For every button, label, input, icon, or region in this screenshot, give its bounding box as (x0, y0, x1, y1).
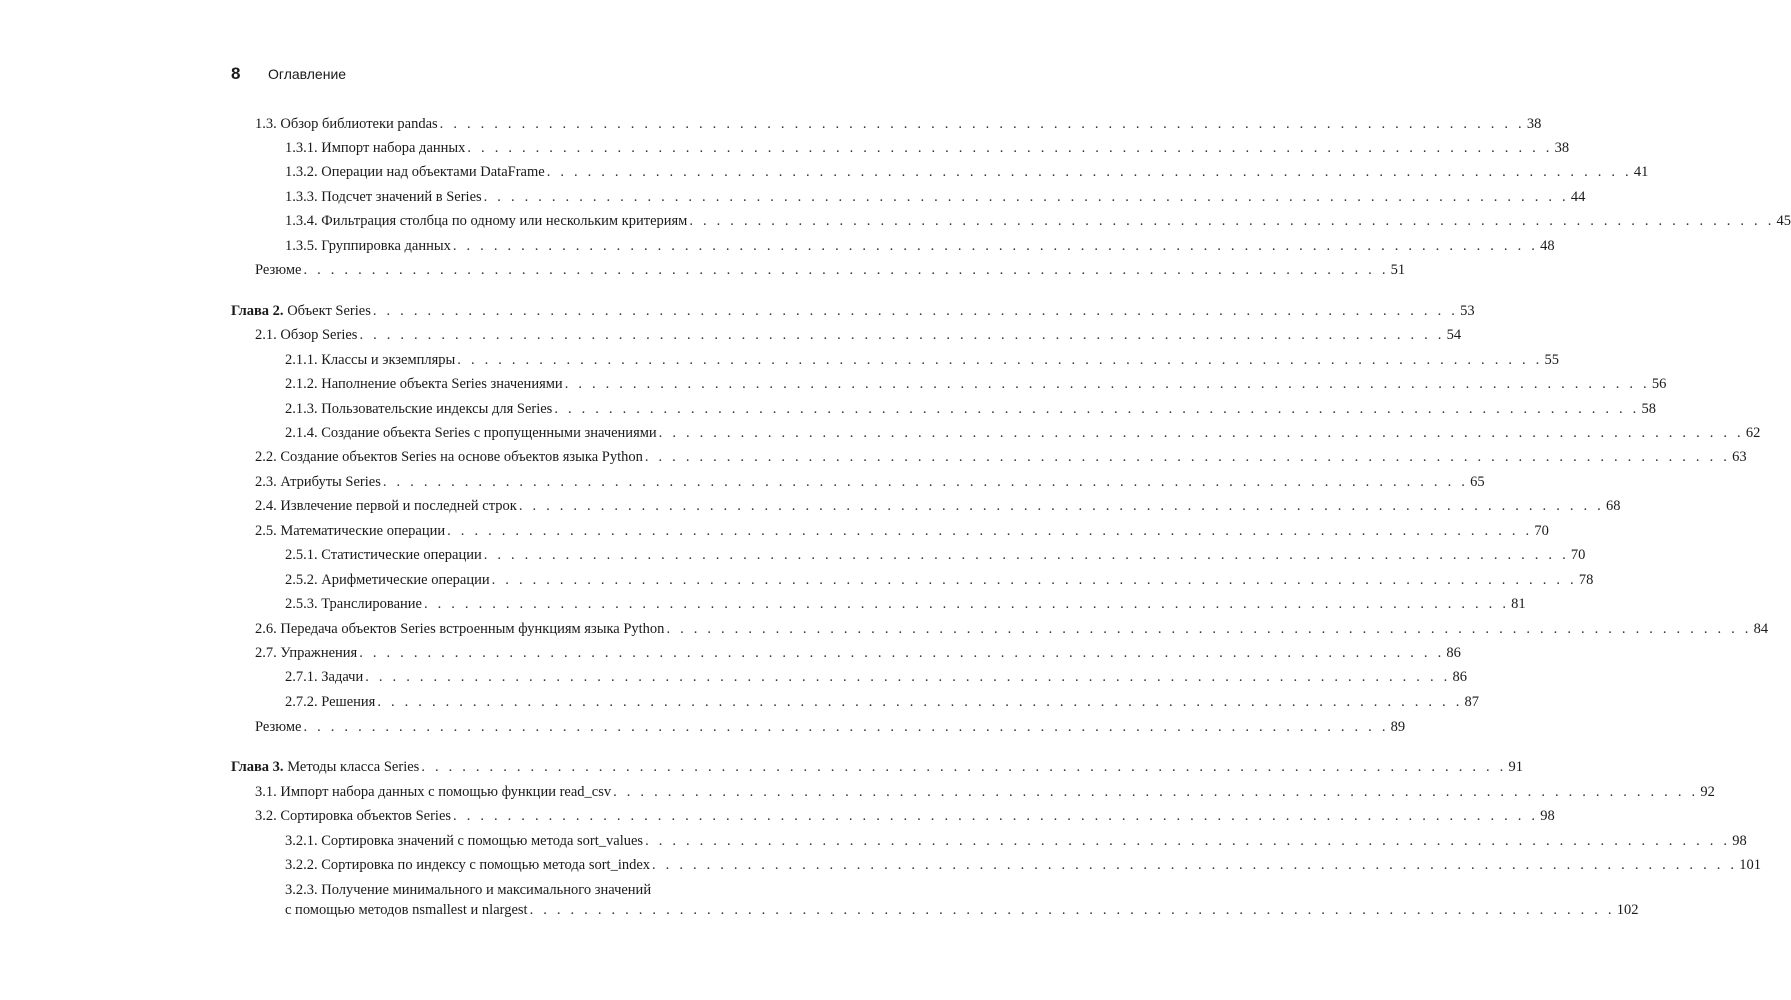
dot-leader: . . . . . . . . . . . . . . . . . . . . . . . . . . . . . . . . . . . . . . . . . . . . . . . . . . . . . . . . . . . . . . . . . . . . . . . . . . . . . . . . (554, 401, 1640, 417)
toc-entry-label: 1.3. Обзор библиотеки pandas (255, 116, 438, 132)
chapter-prefix: Глава 2. (231, 303, 284, 319)
toc-entry-page: 58 (1641, 401, 1657, 417)
dot-leader: . . . . . . . . . . . . . . . . . . . . . . . . . . . . . . . . . . . . . . . . . . . . . . . . . . . . . . . . . . . . . . . . . . . . . . . . . . . . . . . . (689, 213, 1775, 229)
toc-entry-label: 2.2. Создание объектов Series на основе объектов языка Python (255, 449, 643, 465)
chapter-prefix: Глава 3. (231, 759, 284, 775)
toc-entry (285, 349, 1559, 371)
toc-entry-page: 89 (1390, 719, 1406, 735)
toc-entry-page: 86 (1452, 669, 1467, 685)
toc-entry-page: 98 (1732, 833, 1747, 849)
toc-entry-label: 1.3.1. Импорт набора данных (285, 140, 466, 156)
toc-entry-page: 55 (1544, 352, 1559, 368)
toc-entry-label: 2.3. Атрибуты Series (255, 474, 381, 490)
toc-entry-page: 51 (1390, 262, 1406, 278)
toc-entry-page: 48 (1540, 238, 1555, 254)
toc-entry (255, 520, 1549, 542)
toc-entry (285, 830, 1747, 852)
toc-entry-page: 65 (1470, 474, 1485, 490)
toc-entry (255, 781, 1715, 803)
toc-entry-page: 38 (1554, 140, 1570, 156)
dot-leader: . . . . . . . . . . . . . . . . . . . . . . . . . . . . . . . . . . . . . . . . . . . . . . . . . . . . . . . . . . . . . . . . . . . . . . . . . . . . . . . . (421, 759, 1507, 775)
toc-chapter-entry (231, 300, 1475, 322)
toc-entry-label: 2.4. Извлечение первой и последней строк (255, 498, 517, 514)
toc-entry (255, 642, 1461, 664)
toc-entry-page: 53 (1460, 303, 1475, 319)
dot-leader: . . . . . . . . . . . . . . . . . . . . . . . . . . . . . . . . . . . . . . . . . . . . . . . . . . . . . . . . . . . . . . . . . . . . . . . . . . . . . . . . (644, 449, 1731, 465)
toc-entry (285, 186, 1586, 208)
toc-entry-label: 2.1.1. Классы и экземпляры (285, 352, 456, 368)
toc-chapter-entry (231, 756, 1523, 778)
toc-entry-label: с помощью методов nsmallest и nlargest (285, 902, 528, 918)
toc-entry (285, 137, 1570, 159)
toc-entry-page: 78 (1578, 572, 1594, 588)
toc-entry-label: Резюме (255, 262, 302, 278)
toc-entry-page: 98 (1540, 808, 1555, 824)
toc-entry-page: 62 (1745, 425, 1761, 441)
toc-entry-page: 81 (1511, 596, 1526, 612)
toc-entry-page: 91 (1508, 759, 1523, 775)
toc-entry (255, 471, 1485, 493)
toc-entry-label: 3.2.2. Сортировка по индексу с помощью метода sort_index (285, 857, 651, 873)
toc-entry (285, 899, 1639, 921)
toc-entry-label: 3.1. Импорт набора данных с помощью функции read_csv (255, 784, 612, 800)
dot-leader: . . . . . . . . . . . . . . . . . . . . . . . . . . . . . . . . . . . . . . . . . . . . . . . . . . . . . . . . . . . . . . . . . . . . . . . . . . . . . . . . (382, 474, 1469, 490)
toc-entry-label: 2.7. Упражнения (255, 645, 358, 661)
toc-entry-page: 101 (1739, 857, 1761, 873)
toc-entry-label: 1.3.5. Группировка данных (285, 238, 451, 254)
dot-leader: . . . . . . . . . . . . . . . . . . . . . . . . . . . . . . . . . . . . . . . . . . . . . . . . . . . . . . . . . . . . . . . . . . . . . . . . . . . . . . . . (529, 902, 1615, 918)
toc-entry-label: 2.7.1. Задачи (285, 669, 364, 685)
toc-entry (285, 373, 1667, 395)
dot-leader: . . . . . . . . . . . . . . . . . . . . . . . . . . . . . . . . . . . . . . . . . . . . . . . . . . . . . . . . . . . . . . . . . . . . . . . . . . . . . . . . (303, 719, 1389, 735)
toc-entry-page: 54 (1446, 327, 1462, 343)
toc-entry (255, 618, 1769, 640)
dot-leader: . . . . . . . . . . . . . . . . . . . . . . . . . . . . . . . . . . . . . . . . . . . . . . . . . . . . . . . . . . . . . . . . . . . . . . . . . . . . . . . . (453, 808, 1539, 824)
dot-leader: . . . . . . . . . . . . . . . . . . . . . . . . . . . . . . . . . . . . . . . . . . . . . . . . . . . . . . . . . . . . . . . . . . . . . . . . . . . . . . . . (303, 262, 1389, 278)
toc-entry-page: 92 (1700, 784, 1715, 800)
toc-entry-page: 102 (1616, 902, 1639, 918)
toc-entry-label: 3.2. Сортировка объектов Series (255, 808, 452, 824)
toc-entry-label: 2.7.2. Решения (285, 694, 376, 710)
dot-leader: . . . . . . . . . . . . . . . . . . . . . . . . . . . . . . . . . . . . . . . . . . . . . . . . . . . . . . . . . . . . . . . . . . . . . . . . . . . . . . . . (645, 833, 1731, 849)
toc-entry-page: 63 (1732, 449, 1747, 465)
toc-entry-page: 68 (1606, 498, 1621, 514)
toc-entry-label: 1.3.3. Подсчет значений в Series (285, 189, 482, 205)
toc-entry (285, 422, 1761, 444)
toc-entry (255, 495, 1621, 517)
toc-entry (285, 544, 1586, 566)
dot-leader: . . . . . . . . . . . . . . . . . . . . . . . . . . . . . . . . . . . . . . . . . . . . . . . . . . . . . . . . . . . . . . . . . . . . . . . . . . . . . . . . (546, 164, 1632, 180)
dot-leader: . . . . . . . . . . . . . . . . . . . . . . . . . . . . . . . . . . . . . . . . . . . . . . . . . . . . . . . . . . . . . . . . . . . . . . . . . . . . . . . . (359, 327, 1445, 343)
dot-leader: . . . . . . . . . . . . . . . . . . . . . . . . . . . . . . . . . . . . . . . . . . . . . . . . . . . . . . . . . . . . . . . . . . . . . . . . . . . . . . . . (359, 645, 1445, 661)
toc-entry-label: 2.5. Математические операции (255, 523, 446, 539)
dot-leader: . . . . . . . . . . . . . . . . . . . . . . . . . . . . . . . . . . . . . . . . . . . . . . . . . . . . . . . . . . . . . . . . . . . . . . . . . . . . . . . . (483, 189, 1569, 205)
toc-entry (285, 398, 1657, 420)
toc-entry-page: 56 (1651, 376, 1667, 392)
dot-leader: . . . . . . . . . . . . . . . . . . . . . . . . . . . . . . . . . . . . . . . . . . . . . . . . . . . . . . . . . . . . . . . . . . . . . . . . . . . . . . . . (447, 523, 1533, 539)
toc-entry-label (231, 300, 371, 322)
toc-entry-page: 41 (1633, 164, 1649, 180)
toc-entry-label: 2.5.2. Арифметические операции (285, 572, 490, 588)
toc-entry-label: 2.6. Передача объектов Series встроенным функциям языка Python (255, 621, 665, 637)
dot-leader: . . . . . . . . . . . . . . . . . . . . . . . . . . . . . . . . . . . . . . . . . . . . . . . . . . . . . . . . . . . . . . . . . . . . . . . . . . . . . . . . (372, 303, 1459, 319)
toc-entry-label: Резюме (255, 719, 302, 735)
chapter-title: Методы класса Series (287, 759, 420, 775)
toc-entry-page: 44 (1570, 189, 1586, 205)
toc-entry-page: 70 (1534, 523, 1549, 539)
toc-entry-label: 2.1.3. Пользовательские индексы для Series (285, 401, 553, 417)
dot-leader: . . . . . . . . . . . . . . . . . . . . . . . . . . . . . . . . . . . . . . . . . . . . . . . . . . . . . . . . . . . . . . . . . . . . . . . . . . . . . . . . (457, 352, 1543, 368)
toc-entry (285, 666, 1467, 688)
toc-entry-label: 2.1. Обзор Series (255, 327, 358, 343)
dot-leader: . . . . . . . . . . . . . . . . . . . . . . . . . . . . . . . . . . . . . . . . . . . . . . . . . . . . . . . . . . . . . . . . . . . . . . . . . . . . . . . . (467, 140, 1553, 156)
toc-entry-label (231, 756, 419, 778)
dot-leader: . . . . . . . . . . . . . . . . . . . . . . . . . . . . . . . . . . . . . . . . . . . . . . . . . . . . . . . . . . . . . . . . . . . . . . . . . . . . . . . . (564, 376, 1650, 392)
toc-entry-page: 86 (1446, 645, 1461, 661)
toc-entry-page: 45 (1776, 213, 1791, 229)
toc-entry (285, 235, 1555, 257)
dot-leader: . . . . . . . . . . . . . . . . . . . . . . . . . . . . . . . . . . . . . . . . . . . . . . . . . . . . . . . . . . . . . . . . . . . . . . . . . . . . . . . . (658, 425, 1744, 441)
dot-leader: . . . . . . . . . . . . . . . . . . . . . . . . . . . . . . . . . . . . . . . . . . . . . . . . . . . . . . . . . . . . . . . . . . . . . . . . . . . . . . . . (377, 694, 1463, 710)
dot-leader: . . . . . . . . . . . . . . . . . . . . . . . . . . . . . . . . . . . . . . . . . . . . . . . . . . . . . . . . . . . . . . . . . . . . . . . . . . . . . . . . (652, 857, 1738, 873)
toc-entry (285, 161, 1649, 183)
dot-leader: . . . . . . . . . . . . . . . . . . . . . . . . . . . . . . . . . . . . . . . . . . . . . . . . . . . . . . . . . . . . . . . . . . . . . . . . . . . . . . . . (423, 596, 1510, 612)
toc-entry-label: 1.3.2. Операции над объектами DataFrame (285, 164, 545, 180)
dot-leader: . . . . . . . . . . . . . . . . . . . . . . . . . . . . . . . . . . . . . . . . . . . . . . . . . . . . . . . . . . . . . . . . . . . . . . . . . . . . . . . . (483, 547, 1569, 563)
toc-entry (255, 716, 1406, 738)
toc-entry (285, 569, 1594, 591)
dot-leader: . . . . . . . . . . . . . . . . . . . . . . . . . . . . . . . . . . . . . . . . . . . . . . . . . . . . . . . . . . . . . . . . . . . . . . . . . . . . . . . . (613, 784, 1699, 800)
toc-entry-label: 3.2.1. Сортировка значений с помощью метода sort_values (285, 833, 644, 849)
page-header (231, 64, 346, 88)
toc-entry-page: 70 (1570, 547, 1586, 563)
dot-leader: . . . . . . . . . . . . . . . . . . . . . . . . . . . . . . . . . . . . . . . . . . . . . . . . . . . . . . . . . . . . . . . . . . . . . . . . . . . . . . . . (491, 572, 1577, 588)
page-title: Оглавление (268, 66, 347, 82)
toc-entry-label: 1.3.4. Фильтрация столбца по одному или нескольким критериям (285, 213, 688, 229)
dot-leader: . . . . . . . . . . . . . . . . . . . . . . . . . . . . . . . . . . . . . . . . . . . . . . . . . . . . . . . . . . . . . . . . . . . . . . . . . . . . . . . . (518, 498, 1604, 514)
toc-entry-label: 2.5.3. Транслирование (285, 596, 422, 612)
toc-entry-label-line1: 3.2.3. Получение минимального и максимального значений (285, 882, 652, 898)
toc-entry (255, 446, 1747, 468)
toc-entry (285, 593, 1526, 615)
toc-entry (285, 854, 1761, 876)
toc-entry (285, 210, 1791, 232)
toc-entry-label: 2.5.1. Статистические операции (285, 547, 482, 563)
page-number: 8 (231, 64, 241, 83)
toc-entry-label: 2.1.2. Наполнение объекта Series значениями (285, 376, 563, 392)
dot-leader: . . . . . . . . . . . . . . . . . . . . . . . . . . . . . . . . . . . . . . . . . . . . . . . . . . . . . . . . . . . . . . . . . . . . . . . . . . . . . . . . (666, 621, 1752, 637)
dot-leader: . . . . . . . . . . . . . . . . . . . . . . . . . . . . . . . . . . . . . . . . . . . . . . . . . . . . . . . . . . . . . . . . . . . . . . . . . . . . . . . . (452, 238, 1539, 254)
toc-entry (285, 691, 1480, 713)
toc-entry-label: 2.1.4. Создание объекта Series с пропущенными значениями (285, 425, 657, 441)
dot-leader: . . . . . . . . . . . . . . . . . . . . . . . . . . . . . . . . . . . . . . . . . . . . . . . . . . . . . . . . . . . . . . . . . . . . . . . . . . . . . . . . (365, 669, 1451, 685)
toc-entry (255, 324, 1462, 346)
toc-entry-page: 84 (1753, 621, 1769, 637)
toc-entry (255, 805, 1555, 827)
toc-entry (255, 113, 1542, 135)
toc-entry (255, 259, 1406, 281)
chapter-title: Объект Series (287, 303, 371, 319)
toc-entry-page: 87 (1464, 694, 1480, 710)
dot-leader: . . . . . . . . . . . . . . . . . . . . . . . . . . . . . . . . . . . . . . . . . . . . . . . . . . . . . . . . . . . . . . . . . . . . . . . . . . . . . . . . (439, 116, 1525, 132)
toc-entry-page: 38 (1526, 116, 1542, 132)
